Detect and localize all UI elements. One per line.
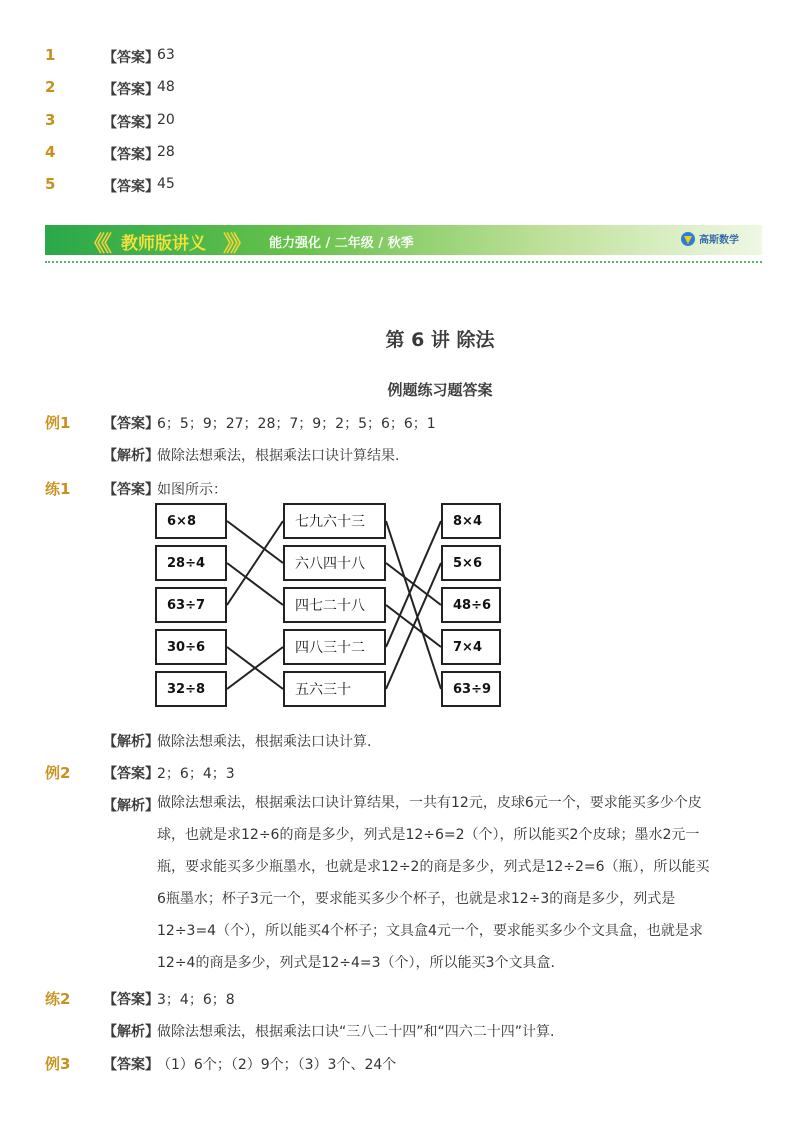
- answer-value: 20: [157, 112, 175, 128]
- analysis-line: 球，也就是求12÷6的商是多少，列式是12÷6=2（个），所以能买2个皮球；墨水2元一: [157, 827, 700, 843]
- analysis-tag: 【解析】: [103, 1024, 159, 1040]
- answer-tag: 【答案】: [103, 115, 159, 131]
- match-box-left: 63÷7: [155, 587, 227, 623]
- match-box-right: 63÷9: [441, 671, 501, 707]
- answer-ex1: 6；5；9；27；28；7；9；2；5；6；6；1: [157, 416, 436, 432]
- answer-tag: 【答案】: [103, 82, 159, 98]
- analysis-tag: 【解析】: [103, 448, 159, 464]
- analysis-pr2: 做除法想乘法，根据乘法口诀“三八二十四”和“四六二十四”计算.: [157, 1024, 555, 1040]
- answer-tag: 【答案】: [103, 179, 159, 195]
- analysis-line: 12÷4的商是多少，列式是12÷4=3（个），所以能买3个文具盒.: [157, 955, 555, 971]
- answer-tag: 【答案】: [103, 147, 159, 163]
- answer-tag: 【答案】: [103, 992, 159, 1008]
- analysis-pr1: 做除法想乘法，根据乘法口诀计算.: [157, 734, 372, 750]
- match-box-middle: 四七二十八: [283, 587, 386, 623]
- answer-tag: 【答案】: [103, 416, 159, 432]
- match-box-right: 48÷6: [441, 587, 501, 623]
- item-label-ex2: 例2: [45, 764, 71, 782]
- item-label-ex1: 例1: [45, 414, 71, 432]
- match-box-right: 8×4: [441, 503, 501, 539]
- answer-value: 28: [157, 144, 175, 160]
- match-line-left-middle: [227, 521, 283, 563]
- answer-number: 3: [45, 111, 56, 129]
- match-box-right: 7×4: [441, 629, 501, 665]
- match-box-middle: 五六三十: [283, 671, 386, 707]
- answer-number: 2: [45, 78, 56, 96]
- analysis-line: 6瓶墨水；杯子3元一个，要求能买多少个杯子，也就是求12÷3的商是多少，列式是: [157, 891, 676, 907]
- item-label-pr1: 练1: [45, 480, 71, 498]
- match-box-middle: 四八三十二: [283, 629, 386, 665]
- left-chevron-icon: 《《: [83, 232, 109, 257]
- answer-tag: 【答案】: [103, 1057, 159, 1073]
- answer-number: 1: [45, 46, 56, 64]
- match-box-middle: 七九六十三: [283, 503, 386, 539]
- answer-ex2: 2；6；4；3: [157, 766, 235, 782]
- analysis-tag: 【解析】: [103, 798, 159, 814]
- item-label-pr2: 练2: [45, 990, 71, 1008]
- match-box-left: 30÷6: [155, 629, 227, 665]
- banner-title: 教师版讲义: [121, 234, 206, 254]
- answer-number: 5: [45, 175, 56, 193]
- answer-tag: 【答案】: [103, 50, 159, 66]
- answer-value: 63: [157, 47, 175, 63]
- match-line-left-middle: [227, 563, 283, 605]
- answer-pr2: 3；4；6；8: [157, 992, 235, 1008]
- section-title: 例题练习题答案: [387, 381, 493, 399]
- match-line-left-middle: [227, 521, 283, 605]
- answer-tag: 【答案】: [103, 482, 159, 498]
- match-box-right: 5×6: [441, 545, 501, 581]
- lecture-title: 第 6 讲 除法: [385, 329, 495, 351]
- analysis-ex1: 做除法想乘法，根据乘法口诀计算结果.: [157, 448, 400, 464]
- analysis-tag: 【解析】: [103, 734, 159, 750]
- match-line-middle-right: [386, 521, 441, 689]
- logo-text: 高斯数学: [699, 235, 739, 246]
- answer-tag: 【答案】: [103, 766, 159, 782]
- analysis-line: 瓶，要求能买多少瓶墨水，也就是求12÷2的商是多少，列式是12÷2=6（瓶），所以能买: [157, 859, 710, 875]
- answer-value: 48: [157, 79, 175, 95]
- analysis-line: 做除法想乘法，根据乘法口诀计算结果，一共有12元，皮球6元一个，要求能买多少个皮: [157, 795, 702, 811]
- item-label-ex3: 例3: [45, 1055, 71, 1073]
- breadcrumb: 能力强化 / 二年级 / 秋季: [269, 236, 414, 251]
- match-box-left: 28÷4: [155, 545, 227, 581]
- answer-value: 45: [157, 176, 175, 192]
- analysis-ex2: [157, 787, 737, 979]
- match-box-left: 6×8: [155, 503, 227, 539]
- answer-pr1: 如图所示：: [157, 482, 227, 498]
- answer-ex3: （1）6个；（2）9个；（3）3个、24个: [157, 1057, 397, 1073]
- match-box-middle: 六八四十八: [283, 545, 386, 581]
- answer-number: 4: [45, 143, 56, 161]
- match-box-left: 32÷8: [155, 671, 227, 707]
- right-chevron-icon: 》》: [223, 232, 249, 257]
- analysis-line: 12÷3=4（个），所以能买4个杯子；文具盒4元一个，要求能买多少个文具盒，也就是求: [157, 923, 703, 939]
